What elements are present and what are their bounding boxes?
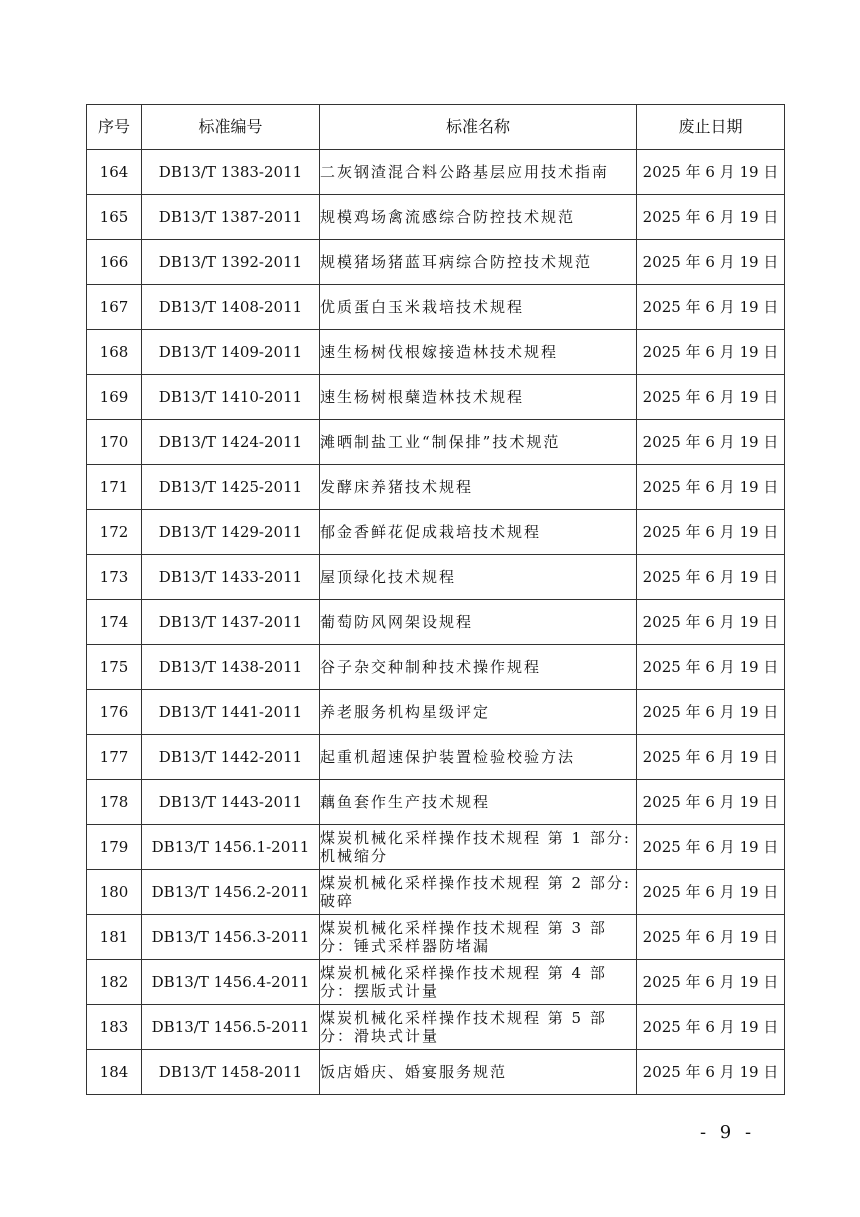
cell-date: 2025 年 6 月 19 日 <box>637 690 785 735</box>
table-row <box>87 645 785 690</box>
table-row <box>87 555 785 600</box>
cell-code: DB13/T 1409-2011 <box>142 330 320 375</box>
cell-date: 2025 年 6 月 19 日 <box>637 870 785 915</box>
cell-code: DB13/T 1441-2011 <box>142 690 320 735</box>
table-row <box>87 285 785 330</box>
cell-no: 184 <box>87 1050 142 1095</box>
cell-no: 180 <box>87 870 142 915</box>
table-row <box>87 960 785 1005</box>
cell-no: 176 <box>87 690 142 735</box>
cell-date: 2025 年 6 月 19 日 <box>637 195 785 240</box>
cell-code: DB13/T 1442-2011 <box>142 735 320 780</box>
cell-code: DB13/T 1424-2011 <box>142 420 320 465</box>
cell-name: 郁金香鲜花促成栽培技术规程 <box>320 510 637 555</box>
cell-name: 葡萄防风网架设规程 <box>320 600 637 645</box>
cell-name: 起重机超速保护装置检验校验方法 <box>320 735 637 780</box>
cell-date: 2025 年 6 月 19 日 <box>637 915 785 960</box>
cell-code: DB13/T 1456.4-2011 <box>142 960 320 1005</box>
cell-date: 2025 年 6 月 19 日 <box>637 1050 785 1095</box>
cell-no: 181 <box>87 915 142 960</box>
cell-date: 2025 年 6 月 19 日 <box>637 735 785 780</box>
cell-no: 175 <box>87 645 142 690</box>
cell-name: 屋顶绿化技术规程 <box>320 555 637 600</box>
cell-date: 2025 年 6 月 19 日 <box>637 645 785 690</box>
table-row <box>87 330 785 375</box>
cell-name: 煤炭机械化采样操作技术规程 第 5 部分：滑块式计量 <box>320 1005 637 1050</box>
cell-code: DB13/T 1429-2011 <box>142 510 320 555</box>
cell-name: 谷子杂交种制种技术操作规程 <box>320 645 637 690</box>
cell-no: 169 <box>87 375 142 420</box>
table-row <box>87 420 785 465</box>
table-row <box>87 510 785 555</box>
cell-date: 2025 年 6 月 19 日 <box>637 330 785 375</box>
table-row <box>87 780 785 825</box>
cell-name: 煤炭机械化采样操作技术规程 第 3 部分：锤式采样器防堵漏 <box>320 915 637 960</box>
table-row <box>87 195 785 240</box>
table-row <box>87 870 785 915</box>
cell-name: 滩晒制盐工业“制保排”技术规范 <box>320 420 637 465</box>
cell-no: 165 <box>87 195 142 240</box>
cell-code: DB13/T 1456.3-2011 <box>142 915 320 960</box>
cell-code: DB13/T 1410-2011 <box>142 375 320 420</box>
cell-code: DB13/T 1425-2011 <box>142 465 320 510</box>
cell-name: 规模鸡场禽流感综合防控技术规范 <box>320 195 637 240</box>
header-name: 标准名称 <box>320 105 637 150</box>
cell-code: DB13/T 1438-2011 <box>142 645 320 690</box>
cell-date: 2025 年 6 月 19 日 <box>637 825 785 870</box>
cell-no: 182 <box>87 960 142 1005</box>
cell-no: 174 <box>87 600 142 645</box>
table-row <box>87 465 785 510</box>
cell-code: DB13/T 1433-2011 <box>142 555 320 600</box>
cell-code: DB13/T 1458-2011 <box>142 1050 320 1095</box>
cell-no: 178 <box>87 780 142 825</box>
cell-name: 优质蛋白玉米栽培技术规程 <box>320 285 637 330</box>
cell-no: 171 <box>87 465 142 510</box>
cell-name: 煤炭机械化采样操作技术规程 第 2 部分:破碎 <box>320 870 637 915</box>
cell-code: DB13/T 1392-2011 <box>142 240 320 285</box>
cell-name: 煤炭机械化采样操作技术规程 第 4 部分：摆版式计量 <box>320 960 637 1005</box>
header-code: 标准编号 <box>142 105 320 150</box>
table-row <box>87 1005 785 1050</box>
cell-code: DB13/T 1443-2011 <box>142 780 320 825</box>
cell-name: 规模猪场猪蓝耳病综合防控技术规范 <box>320 240 637 285</box>
table-row <box>87 375 785 420</box>
cell-date: 2025 年 6 月 19 日 <box>637 285 785 330</box>
header-date: 废止日期 <box>637 105 785 150</box>
cell-date: 2025 年 6 月 19 日 <box>637 465 785 510</box>
cell-date: 2025 年 6 月 19 日 <box>637 510 785 555</box>
table-row <box>87 240 785 285</box>
cell-date: 2025 年 6 月 19 日 <box>637 240 785 285</box>
cell-code: DB13/T 1456.1-2011 <box>142 825 320 870</box>
cell-no: 173 <box>87 555 142 600</box>
cell-date: 2025 年 6 月 19 日 <box>637 1005 785 1050</box>
table-row <box>87 1050 785 1095</box>
cell-no: 177 <box>87 735 142 780</box>
cell-date: 2025 年 6 月 19 日 <box>637 555 785 600</box>
table-row <box>87 915 785 960</box>
cell-date: 2025 年 6 月 19 日 <box>637 600 785 645</box>
cell-date: 2025 年 6 月 19 日 <box>637 420 785 465</box>
cell-date: 2025 年 6 月 19 日 <box>637 960 785 1005</box>
header-no: 序号 <box>87 105 142 150</box>
cell-code: DB13/T 1456.2-2011 <box>142 870 320 915</box>
cell-date: 2025 年 6 月 19 日 <box>637 375 785 420</box>
cell-no: 179 <box>87 825 142 870</box>
table-row <box>87 735 785 780</box>
cell-no: 183 <box>87 1005 142 1050</box>
table-row <box>87 690 785 735</box>
table-header-row <box>87 105 785 150</box>
cell-name: 养老服务机构星级评定 <box>320 690 637 735</box>
cell-name: 煤炭机械化采样操作技术规程 第 1 部分:机械缩分 <box>320 825 637 870</box>
cell-code: DB13/T 1456.5-2011 <box>142 1005 320 1050</box>
cell-no: 172 <box>87 510 142 555</box>
cell-no: 166 <box>87 240 142 285</box>
cell-no: 167 <box>87 285 142 330</box>
cell-code: DB13/T 1408-2011 <box>142 285 320 330</box>
cell-no: 170 <box>87 420 142 465</box>
cell-code: DB13/T 1437-2011 <box>142 600 320 645</box>
cell-name: 饭店婚庆、婚宴服务规范 <box>320 1050 637 1095</box>
table-row <box>87 600 785 645</box>
cell-name: 速生杨树根蘖造林技术规程 <box>320 375 637 420</box>
table-row <box>87 150 785 195</box>
cell-code: DB13/T 1387-2011 <box>142 195 320 240</box>
page-number: - 9 - <box>700 1122 756 1143</box>
standards-table <box>86 104 785 1095</box>
cell-name: 藕鱼套作生产技术规程 <box>320 780 637 825</box>
cell-name: 发酵床养猪技术规程 <box>320 465 637 510</box>
cell-date: 2025 年 6 月 19 日 <box>637 150 785 195</box>
cell-no: 168 <box>87 330 142 375</box>
cell-date: 2025 年 6 月 19 日 <box>637 780 785 825</box>
cell-no: 164 <box>87 150 142 195</box>
cell-name: 二灰钢渣混合料公路基层应用技术指南 <box>320 150 637 195</box>
table-row <box>87 825 785 870</box>
cell-name: 速生杨树伐根嫁接造林技术规程 <box>320 330 637 375</box>
cell-code: DB13/T 1383-2011 <box>142 150 320 195</box>
